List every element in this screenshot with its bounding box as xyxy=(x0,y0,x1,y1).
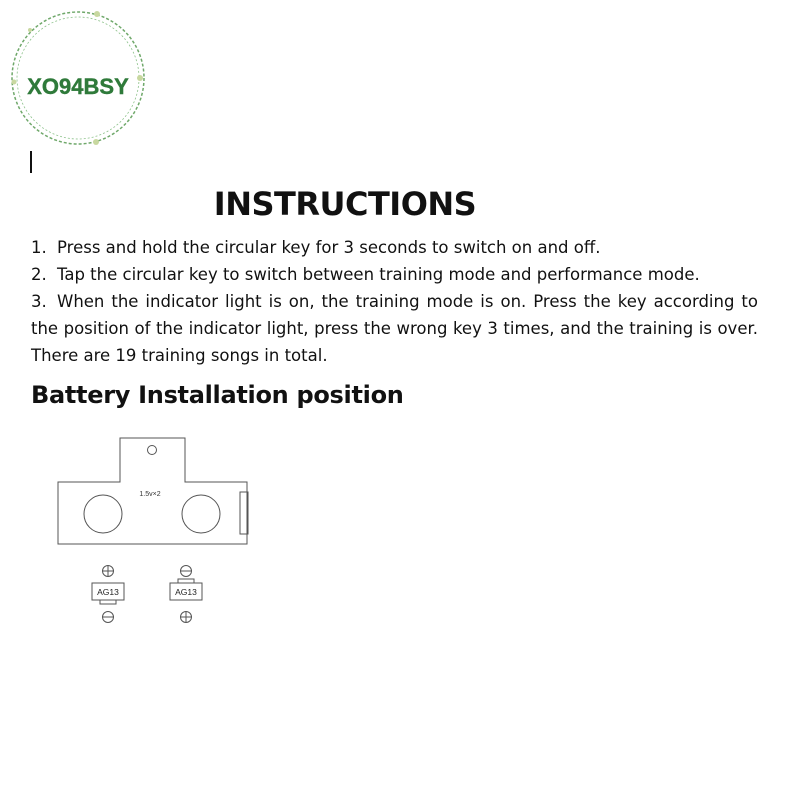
battery-tab xyxy=(178,579,194,583)
negative-terminal-icon xyxy=(181,566,192,577)
step-number: 2. xyxy=(31,265,47,284)
instruction-step-1 xyxy=(31,234,758,261)
positive-terminal-icon xyxy=(181,612,192,623)
watermark-seal xyxy=(0,0,160,160)
step-number: 3. xyxy=(31,292,47,311)
battery-diagram xyxy=(50,430,270,630)
battery-heading: Battery Installation position xyxy=(31,381,404,409)
positive-terminal-icon xyxy=(103,566,114,577)
battery-slot-right xyxy=(182,495,220,533)
text-cursor xyxy=(30,151,32,173)
instruction-step-3 xyxy=(31,288,758,369)
battery-diagram-svg xyxy=(50,430,270,630)
battery-label: AG13 xyxy=(175,587,197,597)
battery-tab xyxy=(100,600,116,604)
step-text: When the indicator light is on, the training mode is on. Press the key according to the position of the indicator light, press the wrong key 3 times, and the training is over. There are 19 training songs in total. xyxy=(31,292,758,365)
negative-terminal-icon xyxy=(103,612,114,623)
step-number: 1. xyxy=(31,238,47,257)
battery-slot-left xyxy=(84,495,122,533)
battery-1 xyxy=(92,566,124,623)
seal-text: XO94BSY xyxy=(27,74,129,99)
compartment-label: 1.5v×2 xyxy=(139,491,161,498)
battery-2 xyxy=(170,566,202,623)
screw-hole-icon xyxy=(148,446,157,455)
step-text: Press and hold the circular key for 3 seconds to switch on and off. xyxy=(57,238,601,257)
page-title: INSTRUCTIONS xyxy=(213,185,477,223)
instruction-list xyxy=(31,234,758,369)
step-text: Tap the circular key to switch between training mode and performance mode. xyxy=(57,265,700,284)
instruction-step-2 xyxy=(31,261,758,288)
battery-label: AG13 xyxy=(97,587,119,597)
